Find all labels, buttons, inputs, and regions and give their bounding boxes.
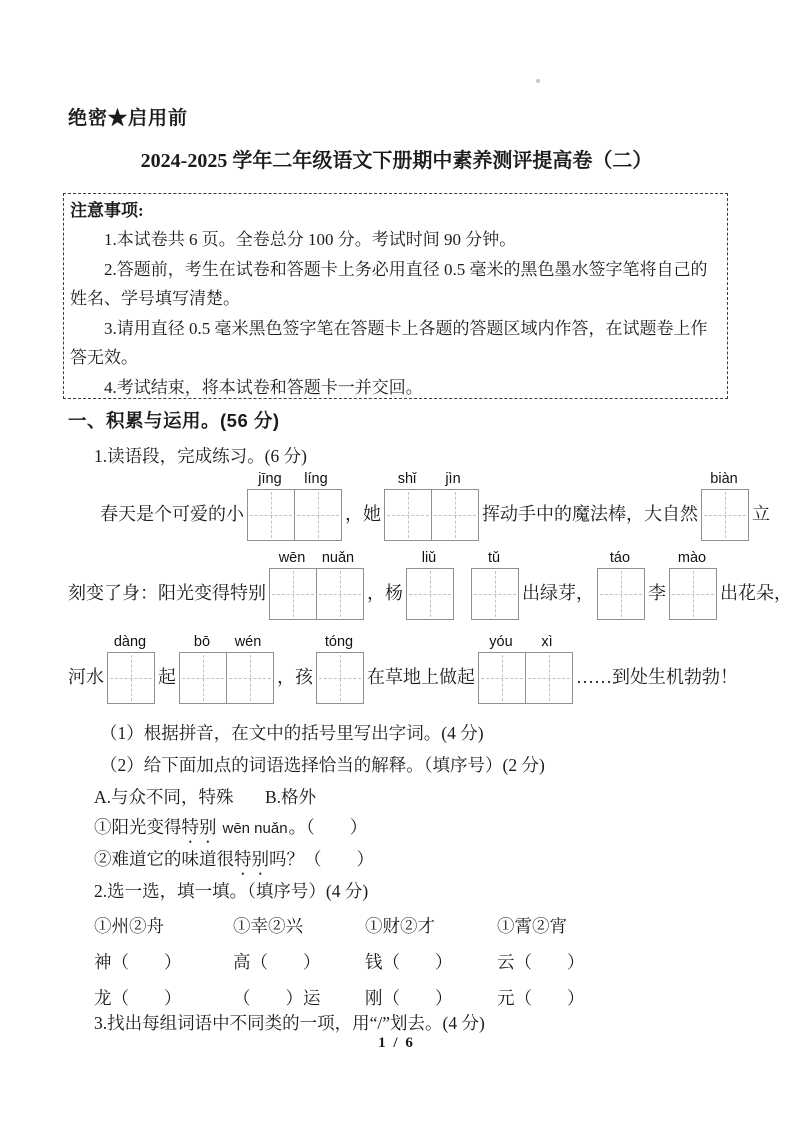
pinyin-syllable: líng: [304, 471, 328, 487]
q3-title: 3.找出每组词语中不同类的一项，用“/”划去。(4 分): [94, 1013, 485, 1033]
passage-text: 春天是个可爱的小: [100, 504, 244, 524]
tianzige-box: [247, 489, 342, 541]
pinyin-syllable: tóng: [324, 634, 354, 650]
pinyin-writing-grid: [247, 471, 342, 541]
passage-row-2: [68, 550, 792, 620]
pinyin-syllable: dàng: [113, 634, 147, 650]
dotted-word: 特别: [234, 849, 269, 869]
tianzige-cell: [108, 653, 154, 703]
tianzige-box: [597, 568, 645, 620]
pinyin-row: [384, 471, 479, 487]
pinyin-syllable: tǔ: [487, 550, 501, 566]
passage-text: ，杨: [367, 583, 403, 603]
pinyin-writing-grid: [179, 634, 274, 704]
pinyin-syllable: xì: [541, 634, 553, 650]
passage-text: 挥动手中的魔法棒，大自然: [482, 504, 698, 524]
pinyin-row: [269, 550, 364, 566]
q2-blank: 元（ ）: [497, 988, 585, 1008]
pinyin-syllable: yóu: [489, 634, 513, 650]
inline-pinyin: wēn nuǎn: [222, 820, 288, 837]
pinyin-syllable: táo: [609, 550, 631, 566]
answer-blank: 吗？（ ）: [269, 849, 374, 869]
q2-blank: （ ）运: [233, 988, 321, 1008]
pinyin-row: [701, 471, 749, 487]
q2-blank: 钱（ ）: [365, 952, 453, 972]
tianzige-cell: [385, 490, 431, 540]
answer-blank: 。（ ）: [288, 817, 368, 837]
tianzige-box: [179, 652, 274, 704]
q2-blank: 龙（ ）: [94, 988, 182, 1008]
passage-text: 在草地上做起: [367, 667, 475, 687]
option-b: B.格外: [265, 787, 317, 807]
pinyin-syllable: mào: [677, 550, 707, 566]
notice-heading: 注意事项:: [70, 201, 144, 220]
tianzige-cell: [431, 490, 478, 540]
pinyin-row: [478, 634, 573, 650]
q1-options: [94, 784, 316, 809]
passage-text: 出花朵，: [720, 583, 792, 603]
pinyin-row: [406, 550, 454, 566]
tianzige-box: [669, 568, 717, 620]
passage-text: ，孩: [277, 667, 313, 687]
passage-text: 李: [648, 583, 666, 603]
tianzige-box: [107, 652, 155, 704]
tianzige-cell: [525, 653, 572, 703]
tianzige-box: [269, 568, 364, 620]
pinyin-row: [107, 634, 155, 650]
section-1-heading: 一、积累与运用。(56 分): [68, 410, 280, 431]
passage-text: ，她: [345, 504, 381, 524]
pinyin-row: [247, 471, 342, 487]
pinyin-row: [316, 634, 364, 650]
q2-column-2: [233, 908, 365, 1016]
tianzige-cell: [670, 569, 716, 619]
q1-title: 1.读语段，完成练习。(6 分): [94, 446, 307, 466]
tianzige-cell: [294, 490, 341, 540]
pinyin-writing-grid: [701, 471, 749, 541]
tianzige-cell: [270, 569, 316, 619]
tianzige-cell: [317, 653, 363, 703]
q2-blank: 神（ ）: [94, 952, 182, 972]
security-classification: 绝密★启用前: [68, 108, 189, 129]
tianzige-cell: [248, 490, 294, 540]
pinyin-writing-grid: [478, 634, 573, 704]
tianzige-box: [406, 568, 454, 620]
pinyin-writing-grid: [597, 550, 645, 620]
page-number: 1 / 6: [378, 1035, 415, 1051]
pinyin-writing-grid: [471, 550, 519, 620]
pinyin-syllable: jīng: [258, 471, 282, 487]
q1-sub1: （1）根据拼音，在文中的括号里写出字词。(4 分): [100, 723, 484, 743]
q2-option-pair: ①州②舟: [94, 916, 164, 936]
pinyin-syllable: nuǎn: [321, 550, 355, 566]
option-a: A.与众不同，特殊: [94, 787, 234, 807]
q2-matching-table: [94, 908, 629, 1016]
example-text: ②难道它的味道很: [94, 849, 234, 869]
tianzige-cell: [472, 569, 518, 619]
pinyin-syllable: wén: [234, 634, 262, 650]
q2-column-4: [497, 908, 629, 1016]
q1-example-2: [94, 846, 374, 879]
notice-item-2: 2.答题前，考生在试卷和答题卡上务必用直径 0.5 毫米的黑色墨水签字笔将自己的姓名、学号填写清楚。: [70, 259, 708, 308]
pinyin-row: [669, 550, 717, 566]
notice-item-1: 1.本试卷共 6 页。全卷总分 100 分。考试时间 90 分钟。: [104, 230, 517, 249]
passage-text: 立: [752, 504, 770, 524]
pinyin-syllable: shǐ: [397, 471, 417, 487]
passage-text: 河水: [68, 667, 104, 687]
tianzige-box: [478, 652, 573, 704]
pinyin-writing-grid: [107, 634, 155, 704]
passage-text: 出绿芽，: [522, 583, 594, 603]
pinyin-syllable: liǔ: [421, 550, 437, 566]
q2-title: 2.选一选，填一填。（填序号）(4 分): [94, 881, 369, 901]
tianzige-cell: [180, 653, 226, 703]
passage-text: 刻变了身：阳光变得特别: [68, 583, 266, 603]
tianzige-box: [316, 652, 364, 704]
passage-text: ……到处生机勃勃！: [576, 667, 738, 687]
tianzige-cell: [702, 490, 748, 540]
q2-column-3: [365, 908, 497, 1016]
q2-option-pair: ①财②才: [365, 916, 435, 936]
passage-row-1: [100, 471, 770, 541]
pinyin-syllable: biàn: [710, 471, 738, 487]
dotted-word: 特别: [181, 817, 217, 837]
q2-option-pair: ①霄②宵: [497, 916, 567, 936]
tianzige-box: [471, 568, 519, 620]
tianzige-box: [701, 489, 749, 541]
pinyin-row: [179, 634, 274, 650]
tianzige-cell: [316, 569, 363, 619]
notice-box: [63, 193, 728, 399]
pinyin-syllable: jìn: [445, 471, 461, 487]
q2-blank: 高（ ）: [233, 952, 321, 972]
pinyin-syllable: wēn: [278, 550, 306, 566]
page-title: 2024-2025 学年二年级语文下册期中素养测评提高卷（二）: [140, 150, 653, 172]
pinyin-row: [471, 550, 519, 566]
example-text: ①阳光变得: [94, 817, 182, 837]
q2-column-1: [94, 908, 233, 1016]
pinyin-writing-grid: [316, 634, 364, 704]
q1-example-1: [94, 814, 367, 847]
tianzige-cell: [226, 653, 273, 703]
notice-item-4: 4.考试结束，将本试卷和答题卡一并交回。: [104, 377, 423, 397]
notice-item-3: 3.请用直径 0.5 毫米黑色签字笔在答题卡上各题的答题区域内作答，在试题卷上作答无效。: [70, 318, 708, 367]
pinyin-writing-grid: [384, 471, 479, 541]
passage-row-3: [68, 634, 738, 704]
passage-text: 起: [158, 667, 176, 687]
tianzige-cell: [407, 569, 453, 619]
pinyin-row: [597, 550, 645, 566]
tianzige-cell: [598, 569, 644, 619]
q1-sub2: （2）给下面加点的词语选择恰当的解释。（填序号）(2 分): [100, 755, 545, 775]
pinyin-writing-grid: [269, 550, 364, 620]
q2-option-pair: ①幸②兴: [233, 916, 303, 936]
tianzige-cell: [479, 653, 525, 703]
q2-blank: 云（ ）: [497, 952, 585, 972]
pinyin-writing-grid: [669, 550, 717, 620]
tianzige-box: [384, 489, 479, 541]
scan-artifact-dot: [536, 79, 540, 83]
pinyin-syllable: bō: [193, 634, 211, 650]
pinyin-writing-grid: [406, 550, 454, 620]
q2-blank: 刚（ ）: [365, 988, 453, 1008]
